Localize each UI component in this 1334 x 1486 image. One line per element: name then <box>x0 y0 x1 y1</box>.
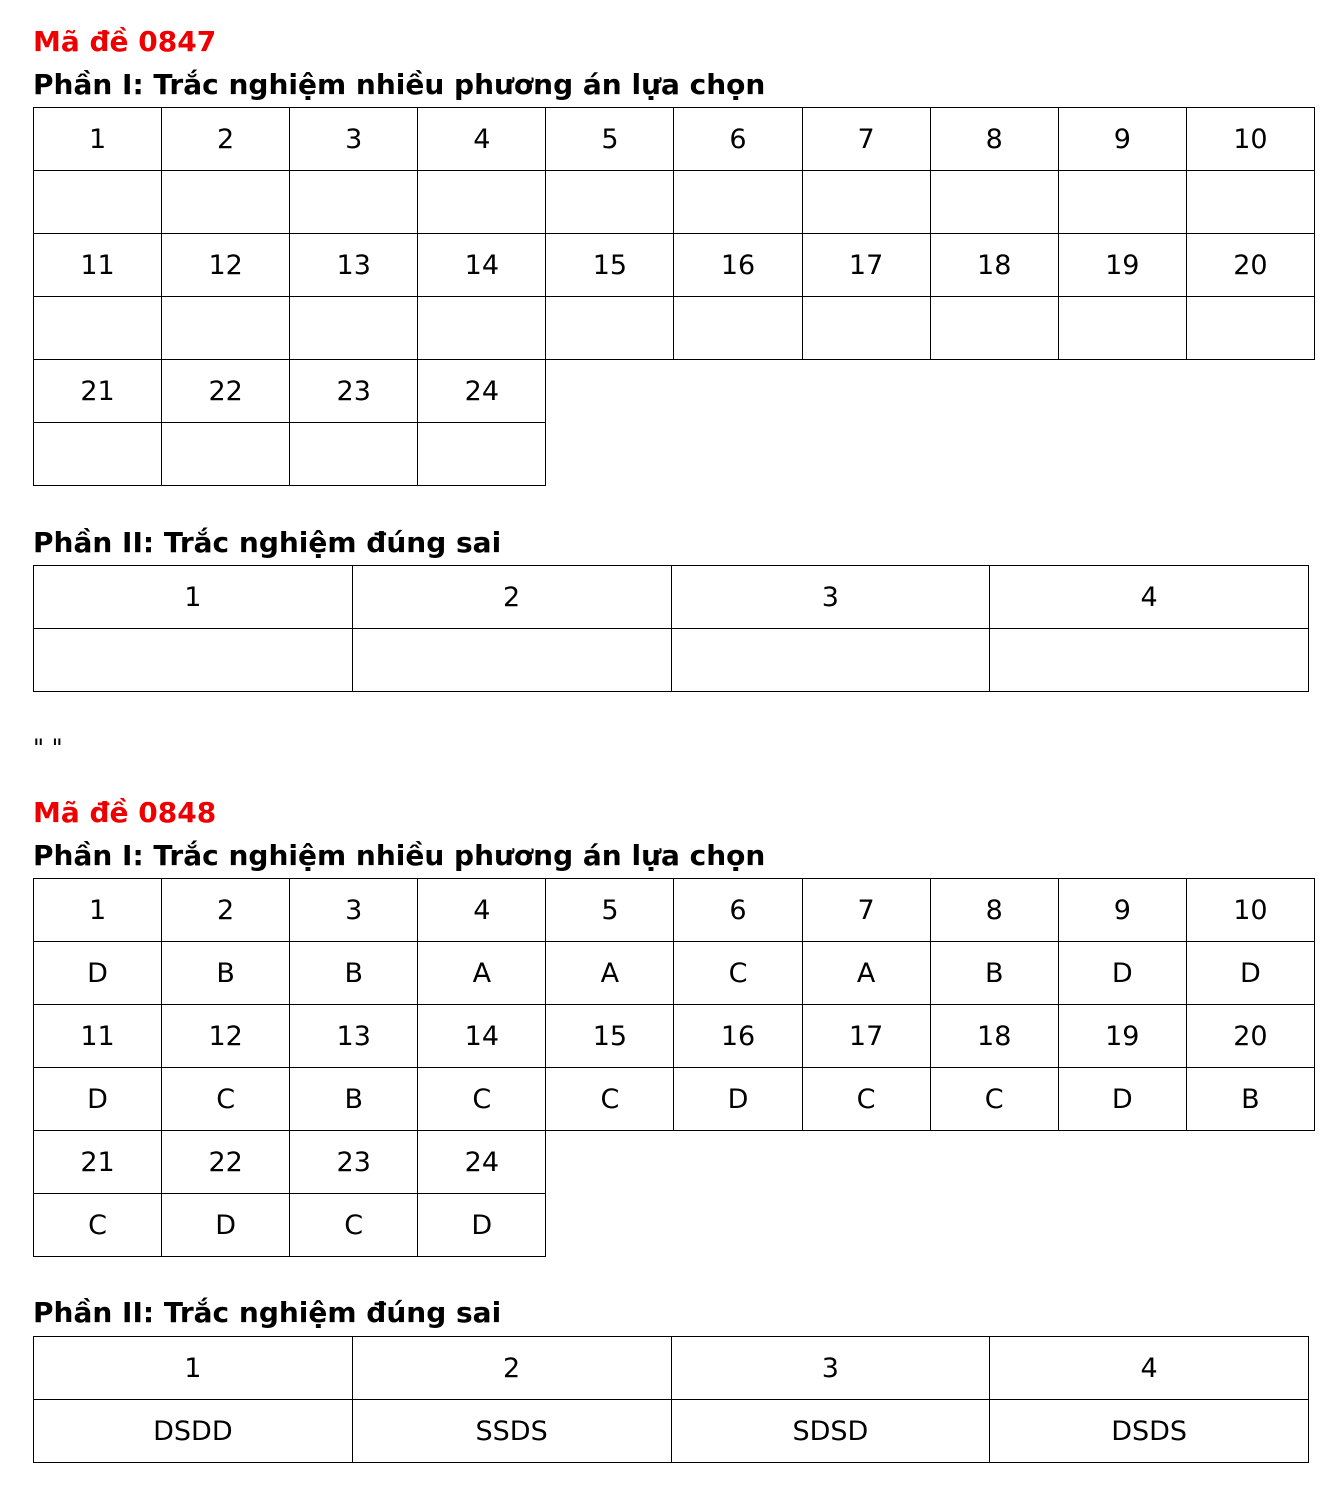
answer-cell: SSDS <box>352 1400 671 1463</box>
answer-cell <box>290 297 418 360</box>
answer-cell <box>290 423 418 486</box>
question-number: 12 <box>162 1005 290 1068</box>
answer-cell <box>162 171 290 234</box>
answer-cell: A <box>418 942 546 1005</box>
answer-cell: C <box>802 1068 930 1131</box>
answer-cell: D <box>34 942 162 1005</box>
question-number: 22 <box>162 360 290 423</box>
question-number: 19 <box>1058 1005 1186 1068</box>
table-row <box>34 1337 1309 1400</box>
question-number: 17 <box>802 1005 930 1068</box>
question-number: 7 <box>802 108 930 171</box>
question-number: 2 <box>352 566 671 629</box>
exam-code: Mã đề 0847 <box>33 25 217 58</box>
table-row <box>34 566 1309 629</box>
answer-cell <box>290 171 418 234</box>
part1-answer-table-tail <box>33 359 546 486</box>
question-number: 12 <box>162 234 290 297</box>
question-number: 11 <box>34 1005 162 1068</box>
question-number: 11 <box>34 234 162 297</box>
answer-cell <box>802 171 930 234</box>
question-number: 14 <box>418 234 546 297</box>
answer-cell: B <box>162 942 290 1005</box>
question-number: 9 <box>1058 879 1186 942</box>
question-number: 5 <box>546 108 674 171</box>
question-number: 24 <box>418 1131 546 1194</box>
answer-cell <box>546 297 674 360</box>
question-number: 16 <box>674 234 802 297</box>
answer-cell <box>162 297 290 360</box>
question-number: 10 <box>1186 108 1314 171</box>
question-number: 21 <box>34 360 162 423</box>
table-row <box>34 1400 1309 1463</box>
question-number: 19 <box>1058 234 1186 297</box>
question-number: 9 <box>1058 108 1186 171</box>
answer-cell: B <box>290 942 418 1005</box>
question-number: 4 <box>418 108 546 171</box>
part1-title: Phần I: Trắc nghiệm nhiều phương án lựa chọn <box>33 68 766 101</box>
answer-cell: D <box>34 1068 162 1131</box>
question-number: 1 <box>34 879 162 942</box>
exam-code: Mã đề 0848 <box>33 796 217 829</box>
answer-cell: C <box>546 1068 674 1131</box>
answer-cell: D <box>674 1068 802 1131</box>
answer-cell <box>1058 297 1186 360</box>
answer-cell: D <box>162 1194 290 1257</box>
answer-cell <box>674 171 802 234</box>
question-number: 4 <box>990 1337 1309 1400</box>
table-row <box>34 942 1315 1005</box>
answer-cell: A <box>802 942 930 1005</box>
question-number: 20 <box>1186 1005 1314 1068</box>
question-number: 2 <box>162 108 290 171</box>
answer-cell: C <box>34 1194 162 1257</box>
table-row <box>34 1131 546 1194</box>
question-number: 1 <box>34 1337 353 1400</box>
question-number: 1 <box>34 566 353 629</box>
answer-cell: D <box>1058 1068 1186 1131</box>
question-number: 5 <box>546 879 674 942</box>
answer-cell: B <box>290 1068 418 1131</box>
question-number: 6 <box>674 879 802 942</box>
answer-cell: C <box>418 1068 546 1131</box>
answer-cell <box>802 297 930 360</box>
answer-cell <box>162 423 290 486</box>
answer-cell <box>930 171 1058 234</box>
table-row <box>34 1005 1315 1068</box>
answer-cell <box>418 297 546 360</box>
table-row <box>34 629 1309 692</box>
question-number: 2 <box>162 879 290 942</box>
answer-cell <box>990 629 1309 692</box>
question-number: 16 <box>674 1005 802 1068</box>
question-number: 1 <box>34 108 162 171</box>
question-number: 18 <box>930 1005 1058 1068</box>
question-number: 13 <box>290 234 418 297</box>
table-row <box>34 879 1315 942</box>
question-number: 21 <box>34 1131 162 1194</box>
question-number: 3 <box>671 566 990 629</box>
question-number: 3 <box>671 1337 990 1400</box>
answer-cell <box>930 297 1058 360</box>
question-number: 13 <box>290 1005 418 1068</box>
question-number: 15 <box>546 234 674 297</box>
part2-title: Phần II: Trắc nghiệm đúng sai <box>33 526 502 559</box>
question-number: 20 <box>1186 234 1314 297</box>
table-row <box>34 1194 546 1257</box>
answer-cell: DSDS <box>990 1400 1309 1463</box>
part1-answer-table <box>33 107 1315 360</box>
question-number: 15 <box>546 1005 674 1068</box>
question-number: 24 <box>418 360 546 423</box>
answer-cell <box>671 629 990 692</box>
question-number: 2 <box>352 1337 671 1400</box>
part1-title: Phần I: Trắc nghiệm nhiều phương án lựa chọn <box>33 839 766 872</box>
part2-answer-table <box>33 1336 1309 1463</box>
question-number: 4 <box>990 566 1309 629</box>
part1-answer-table <box>33 878 1315 1131</box>
answer-cell: DSDD <box>34 1400 353 1463</box>
question-number: 22 <box>162 1131 290 1194</box>
answer-cell <box>1058 171 1186 234</box>
question-number: 8 <box>930 108 1058 171</box>
question-number: 10 <box>1186 879 1314 942</box>
answer-cell <box>418 423 546 486</box>
question-number: 18 <box>930 234 1058 297</box>
exam-0847 <box>33 26 216 58</box>
answer-cell: SDSD <box>671 1400 990 1463</box>
answer-cell <box>1186 297 1314 360</box>
answer-cell: C <box>930 1068 1058 1131</box>
question-number: 14 <box>418 1005 546 1068</box>
answer-cell: D <box>418 1194 546 1257</box>
answer-cell <box>1186 171 1314 234</box>
answer-cell: D <box>1186 942 1314 1005</box>
table-row <box>34 297 1315 360</box>
part2-answer-table <box>33 565 1309 692</box>
part2-title: Phần II: Trắc nghiệm đúng sai <box>33 1296 502 1329</box>
answer-cell: B <box>930 942 1058 1005</box>
question-number: 4 <box>418 879 546 942</box>
separator-text: " " <box>33 734 63 762</box>
part1-answer-table-tail <box>33 1130 546 1257</box>
question-number: 17 <box>802 234 930 297</box>
answer-cell <box>34 297 162 360</box>
answer-cell <box>352 629 671 692</box>
question-number: 23 <box>290 1131 418 1194</box>
exam-0848 <box>33 797 216 829</box>
answer-cell <box>674 297 802 360</box>
answer-cell: C <box>290 1194 418 1257</box>
answer-cell <box>34 629 353 692</box>
answer-cell <box>546 171 674 234</box>
answer-cell: C <box>674 942 802 1005</box>
question-number: 3 <box>290 879 418 942</box>
table-row <box>34 1068 1315 1131</box>
answer-cell: C <box>162 1068 290 1131</box>
table-row <box>34 234 1315 297</box>
table-row <box>34 108 1315 171</box>
answer-cell <box>34 171 162 234</box>
answer-cell: A <box>546 942 674 1005</box>
answer-cell: D <box>1058 942 1186 1005</box>
question-number: 7 <box>802 879 930 942</box>
answer-cell <box>34 423 162 486</box>
answer-cell <box>418 171 546 234</box>
table-row <box>34 423 546 486</box>
table-row <box>34 171 1315 234</box>
question-number: 23 <box>290 360 418 423</box>
answer-cell: B <box>1186 1068 1314 1131</box>
question-number: 8 <box>930 879 1058 942</box>
question-number: 3 <box>290 108 418 171</box>
table-row <box>34 360 546 423</box>
question-number: 6 <box>674 108 802 171</box>
